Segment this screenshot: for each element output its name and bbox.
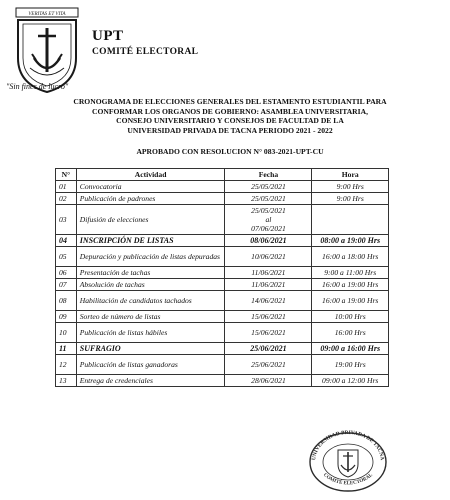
table-row	[56, 375, 389, 387]
row-hour: 9:00 Hrs	[312, 181, 389, 193]
org-abbreviation: UPT	[92, 28, 124, 44]
document-title	[60, 97, 400, 135]
row-activity: Habilitación de candidatos tachados	[76, 291, 225, 311]
row-hour	[312, 205, 389, 235]
row-date: 25/05/2021	[225, 193, 312, 205]
table-header-row	[56, 169, 389, 181]
table-row	[56, 205, 389, 235]
row-number: 06	[56, 267, 77, 279]
row-date: 25/05/2021	[225, 181, 312, 193]
row-activity: Absolución de tachas	[76, 279, 225, 291]
title-line: CRONOGRAMA DE ELECCIONES GENERALES DEL ESTAMENTO ESTUDIANTIL PARA	[73, 97, 387, 106]
table-row	[56, 343, 389, 355]
header-activity: Actividad	[76, 169, 225, 181]
svg-text:UNIVERSIDAD PRIVADA DE TACNA: UNIVERSIDAD PRIVADA DE TACNA	[311, 429, 385, 461]
table-row	[56, 291, 389, 311]
table-row	[56, 181, 389, 193]
row-number: 05	[56, 247, 77, 267]
organization-block	[92, 28, 198, 57]
title-line: UNIVERSIDAD PRIVADA DE TACNA PERIODO 2021 - 2022	[127, 125, 333, 135]
header-num: N°	[56, 169, 77, 181]
row-date: 25/06/2021	[225, 355, 312, 375]
document-header	[8, 6, 448, 94]
row-hour: 9:00 Hrs	[312, 193, 389, 205]
row-hour: 16:00 a 19:00 Hrs	[312, 291, 389, 311]
row-date: 25/06/2021	[225, 343, 312, 355]
row-activity: Presentación de tachas	[76, 267, 225, 279]
row-number: 13	[56, 375, 77, 387]
row-activity: Sorteo de número de listas	[76, 311, 225, 323]
table-row	[56, 267, 389, 279]
row-activity: INSCRIPCIÓN DE LISTAS	[76, 235, 225, 247]
row-activity: Difusión de elecciones	[76, 205, 225, 235]
table-row	[56, 235, 389, 247]
row-date: 10/06/2021	[225, 247, 312, 267]
row-number: 04	[56, 235, 77, 247]
row-number: 09	[56, 311, 77, 323]
row-activity: Entrega de credenciales	[76, 375, 225, 387]
row-activity: Publicación de padrones	[76, 193, 225, 205]
row-activity: SUFRAGIO	[76, 343, 225, 355]
motto: "Sin fines de lucro"	[6, 82, 69, 91]
row-number: 10	[56, 323, 77, 343]
row-date: 25/05/2021 al 07/06/2021	[225, 205, 312, 235]
row-hour: 08:00 a 19:00 Hrs	[312, 235, 389, 247]
table-row	[56, 193, 389, 205]
row-date: 14/06/2021	[225, 291, 312, 311]
committee-seal	[305, 428, 391, 492]
row-number: 03	[56, 205, 77, 235]
row-hour: 16:00 Hrs	[312, 323, 389, 343]
table-row	[56, 279, 389, 291]
row-date: 11/06/2021	[225, 267, 312, 279]
row-date: 28/06/2021	[225, 375, 312, 387]
row-activity: Depuración y publicación de listas depuradas	[76, 247, 225, 267]
row-number: 01	[56, 181, 77, 193]
svg-text:COMITÉ ELECTORAL: COMITÉ ELECTORAL	[322, 472, 374, 487]
row-activity: Convocatoria	[76, 181, 225, 193]
header-date: Fecha	[225, 169, 312, 181]
table-row	[56, 323, 389, 343]
row-number: 08	[56, 291, 77, 311]
row-hour: 09:00 a 12:00 Hrs	[312, 375, 389, 387]
schedule-table	[55, 168, 389, 387]
row-date: 11/06/2021	[225, 279, 312, 291]
row-number: 12	[56, 355, 77, 375]
committee-name: COMITÉ ELECTORAL	[92, 47, 199, 57]
row-number: 07	[56, 279, 77, 291]
row-hour: 16:00 a 18:00 Hrs	[312, 247, 389, 267]
table-row	[56, 311, 389, 323]
svg-text:VERITAS ET VITA: VERITAS ET VITA	[28, 12, 66, 17]
table-row	[56, 247, 389, 267]
title-line: CONFORMAR LOS ORGANOS DE GOBIERNO: ASAMBLEA UNIVERSITARIA,	[91, 106, 368, 116]
row-hour: 19:00 Hrs	[312, 355, 389, 375]
row-hour: 9:00 a 11:00 Hrs	[312, 267, 389, 279]
row-date: 15/06/2021	[225, 323, 312, 343]
row-number: 02	[56, 193, 77, 205]
row-activity: Publicación de listas ganadoras	[76, 355, 225, 375]
row-activity: Publicación de listas hábiles	[76, 323, 225, 343]
title-line: CONSEJO UNIVERSITARIO Y CONSEJOS DE FACULTAD DE LA	[116, 116, 344, 125]
row-hour: 09:00 a 16:00 Hrs	[312, 343, 389, 355]
university-logo	[10, 6, 84, 94]
row-date: 15/06/2021	[225, 311, 312, 323]
header-hour: Hora	[312, 169, 389, 181]
row-hour: 16:00 a 19:00 Hrs	[312, 279, 389, 291]
row-number: 11	[56, 343, 77, 355]
table-row	[56, 355, 389, 375]
row-hour: 10:00 Hrs	[312, 311, 389, 323]
approval-resolution: APROBADO CON RESOLUCION N° 083-2021-UPT-CU	[136, 147, 324, 156]
row-date: 08/06/2021	[225, 235, 312, 247]
table-body	[56, 181, 389, 387]
